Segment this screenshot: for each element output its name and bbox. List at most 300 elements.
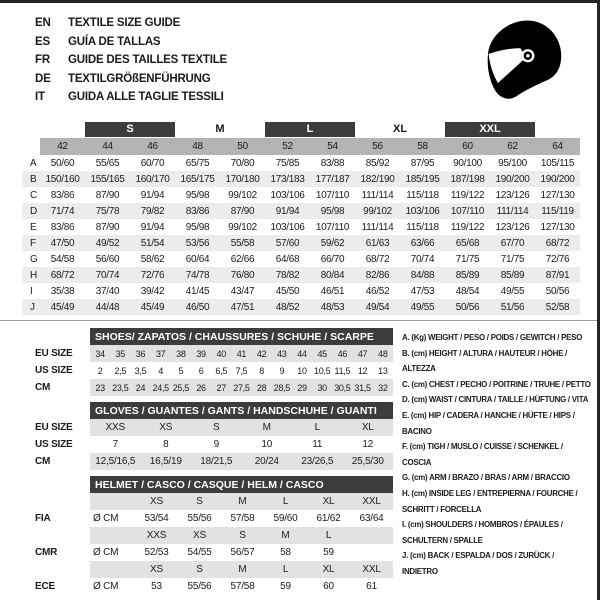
table-cell: 47: [352, 345, 372, 362]
unit-label: Ø CM: [93, 547, 119, 558]
size-group-label: L: [265, 122, 355, 137]
table-row: [22, 419, 393, 436]
table-row: [22, 345, 393, 362]
measure-key: C: [30, 189, 37, 201]
table-cell: 59: [323, 547, 334, 558]
table-cell: 36: [130, 345, 150, 362]
table-cell: 51/54: [130, 235, 175, 251]
table-cell: 27: [211, 379, 231, 396]
table-cell: 160/170: [130, 171, 175, 187]
table-cell: 12,5/16,5: [90, 453, 141, 470]
table-cell: 59/62: [310, 235, 355, 251]
table-cell: 185/195: [400, 171, 445, 187]
table-cell: 27,5: [231, 379, 251, 396]
row-label: CM: [35, 382, 51, 393]
table-cell: 111/114: [361, 221, 394, 233]
size-label-cell: XS: [135, 561, 178, 578]
textile-size-table: [0, 121, 597, 315]
measure-key: E: [30, 221, 37, 233]
table-header-row: [22, 402, 393, 419]
table-cell: 103/106: [270, 221, 305, 233]
shoes-table: [22, 328, 393, 396]
table-cell: 60/70: [140, 157, 165, 169]
table-cell: 48/53: [310, 299, 355, 315]
table-cell: 9: [213, 439, 219, 450]
language-list: [35, 14, 227, 107]
table-cell: 46/50: [175, 299, 220, 315]
table-cell: 84/88: [400, 267, 445, 283]
size-label-cell: S: [221, 527, 264, 544]
size-number-row: [22, 138, 580, 155]
table-row: [22, 251, 580, 267]
table-cell: 87/95: [410, 157, 435, 169]
table-cell: 91/94: [140, 221, 165, 233]
size-group-row: [22, 121, 580, 138]
table-cell: 53: [151, 581, 162, 592]
table-cell: 35/38: [50, 285, 75, 297]
table-cell: 13: [378, 365, 388, 376]
table-cell: 187/198: [445, 171, 490, 187]
table-cell: 49/55: [500, 285, 525, 297]
size-group-label: S: [85, 122, 175, 137]
table-cell: 10: [261, 439, 273, 450]
table-cell: 71/75: [500, 253, 525, 265]
size-label-cell: XS: [178, 527, 221, 544]
shoes-title: SHOES/ ZAPATOS / CHAUSSURES / SCHUHE / SCARPE: [90, 328, 393, 345]
table-cell: 18/21,5: [191, 453, 242, 470]
table-cell: 127/130: [540, 221, 575, 233]
table-cell: 4: [158, 365, 164, 376]
size-number-cell: 46: [130, 138, 175, 155]
table-cell: 76/80: [220, 267, 265, 283]
table-row: [22, 436, 393, 453]
table-cell: 47/53: [410, 285, 435, 297]
unit-label: Ø CM: [93, 513, 119, 524]
table-row: [22, 171, 580, 187]
table-cell: 46: [332, 345, 352, 362]
table-cell: 61: [366, 581, 377, 592]
table-row: [22, 283, 580, 299]
language-code: DE: [35, 72, 51, 85]
helmet-sizes-row: [22, 561, 393, 578]
table-cell: 95/100: [498, 157, 527, 169]
guide-title: GUÍA DE TALLAS: [68, 35, 161, 48]
guide-title: TEXTILE SIZE GUIDE: [68, 17, 181, 29]
size-label-cell: M: [264, 527, 307, 544]
table-cell: 49/52: [85, 235, 130, 251]
table-cell: 99/102: [228, 189, 257, 201]
table-cell: 83/86: [50, 189, 75, 201]
table-row: [22, 544, 393, 561]
table-cell: 49/54: [355, 299, 400, 315]
size-number-cell: 56: [355, 138, 400, 155]
measure-key: H: [22, 267, 40, 283]
lower-section: [0, 321, 597, 595]
table-cell: 83/88: [320, 157, 345, 169]
language-code: FR: [35, 54, 50, 66]
table-cell: 68/72: [365, 253, 390, 265]
size-label-cell: S: [178, 493, 221, 510]
table-cell: 10: [297, 365, 307, 376]
table-cell: 39: [191, 345, 211, 362]
guide-title: GUIDA ALLE TAGLIE TESSILI: [68, 91, 224, 103]
table-cell: 99/102: [228, 221, 257, 233]
table-cell: 51/56: [490, 299, 535, 315]
table-row: [22, 362, 393, 379]
table-cell: 61/63: [355, 235, 400, 251]
table-cell: 12: [357, 365, 368, 376]
page-header: [0, 3, 597, 108]
size-number-cell: 44: [85, 138, 130, 155]
legend-item: D. (cm) WAIST / CINTURA / TAILLE / HÜFTUNG / VITA: [402, 395, 589, 405]
table-cell: 68/72: [40, 267, 85, 283]
table-cell: 119/122: [450, 221, 485, 233]
table-cell: 32: [373, 379, 393, 396]
table-cell: 83/86: [175, 203, 220, 219]
table-cell: 45/50: [275, 285, 300, 297]
table-cell: 72/76: [130, 267, 175, 283]
table-cell: S: [191, 419, 242, 436]
standard-label: ECE: [35, 581, 55, 592]
table-cell: 12: [362, 439, 374, 450]
table-cell: 71/75: [455, 253, 480, 265]
legend-item: E. (cm) HIP / CADERA / HANCHE / HÜFTE / HIPS / BACINO: [402, 410, 575, 436]
table-cell: 23,5: [110, 379, 130, 396]
legend-item: B. (cm) HEIGHT / ALTURA / HAUTEUR / HÖHE / ALTEZZA: [402, 348, 567, 374]
table-cell: 78/82: [265, 267, 310, 283]
table-cell: L: [292, 419, 343, 436]
table-cell: 50/60: [50, 157, 75, 169]
table-cell: 99/102: [355, 203, 400, 219]
table-cell: 8: [163, 439, 169, 450]
table-row: [22, 510, 393, 527]
gloves-table: [22, 402, 393, 470]
table-cell: XXS: [90, 419, 141, 436]
table-cell: 103/106: [270, 189, 305, 201]
table-cell: 2,5: [114, 365, 127, 376]
standard-label: CMR: [35, 547, 58, 558]
guide-title: TEXTILGRÖßENFÜHRUNG: [68, 72, 211, 85]
size-label-cell: XS: [135, 493, 178, 510]
textile-table: [22, 121, 580, 315]
table-cell: 85/89: [490, 267, 535, 283]
table-cell: 87/91: [535, 267, 580, 283]
table-cell: 177/187: [310, 171, 355, 187]
table-cell: 55/65: [95, 157, 120, 169]
table-cell: 74/78: [175, 267, 220, 283]
table-cell: 48: [373, 345, 393, 362]
table-cell: 10,5: [314, 365, 331, 376]
table-cell: 53/56: [175, 235, 220, 251]
size-number-cell: 60: [445, 138, 490, 155]
table-cell: 38: [171, 345, 191, 362]
table-cell: 85/92: [365, 157, 390, 169]
table-cell: 111/114: [361, 189, 394, 201]
size-label-cell: L: [264, 493, 307, 510]
row-label: CM: [35, 456, 51, 467]
gloves-size-table: [0, 402, 394, 470]
legend-item: J. (cm) BACK / ESPALDA / DOS / ZURÜCK / INDIETRO: [402, 551, 555, 576]
table-cell: 57/60: [265, 235, 310, 251]
table-cell: 35: [110, 345, 130, 362]
table-cell: 70/74: [85, 267, 130, 283]
legend-item: G. (cm) ARM / BRAZO / BRAS / ARM / BRACCIO: [402, 473, 570, 483]
table-cell: 47/50: [40, 235, 85, 251]
legend-item: C. (cm) CHEST / PECHO / POITRINE / TRUHE / PETTO: [402, 379, 591, 389]
table-row: [22, 155, 580, 171]
table-cell: 54/55: [187, 547, 212, 558]
table-cell: 182/190: [355, 171, 400, 187]
table-cell: 24,5: [151, 379, 171, 396]
table-cell: 57/58: [230, 581, 255, 592]
size-number-cell: 58: [400, 138, 445, 155]
table-row: [22, 578, 393, 595]
measure-key: J: [22, 299, 40, 315]
table-cell: 95/98: [310, 203, 355, 219]
helmet-sizes-row: [22, 527, 393, 544]
table-cell: 24: [130, 379, 150, 396]
table-cell: 68/72: [535, 235, 580, 251]
table-cell: 55/58: [220, 235, 265, 251]
table-cell: 62/66: [230, 253, 255, 265]
size-label-cell: L: [264, 561, 307, 578]
table-cell: 60: [323, 581, 334, 592]
table-header-row: [22, 328, 393, 345]
table-cell: 46/52: [365, 285, 390, 297]
table-cell: 70/74: [410, 253, 435, 265]
table-cell: 37: [151, 345, 171, 362]
size-label-cell: S: [178, 561, 221, 578]
table-cell: 95/98: [185, 189, 210, 201]
language-code: IT: [35, 91, 45, 103]
table-cell: 87/90: [220, 203, 265, 219]
helmet-table: [22, 476, 393, 595]
table-cell: 115/118: [406, 189, 439, 201]
size-number-cell: 62: [490, 138, 535, 155]
table-cell: 72/76: [545, 253, 570, 265]
table-cell: 41: [231, 345, 251, 362]
table-cell: 60/64: [185, 253, 210, 265]
table-cell: 3,5: [134, 365, 147, 376]
table-cell: 42: [252, 345, 272, 362]
table-cell: 7: [112, 439, 118, 450]
size-number-cell: 48: [175, 138, 220, 155]
size-group-label: XXL: [445, 122, 535, 137]
table-cell: 90/100: [453, 157, 482, 169]
table-cell: 44: [292, 345, 312, 362]
guide-title: GUIDE DES TAILLES TEXTILE: [68, 54, 227, 66]
table-cell: 123/126: [495, 189, 530, 201]
row-label: US SIZE: [35, 365, 73, 376]
row-label: US SIZE: [35, 439, 73, 450]
table-cell: 23/26,5: [292, 453, 343, 470]
measure-key: B: [22, 171, 40, 187]
table-cell: 150/160: [40, 171, 85, 187]
language-row: [35, 14, 227, 33]
table-cell: 48/54: [455, 285, 480, 297]
table-cell: 30: [312, 379, 332, 396]
table-row: [22, 187, 580, 203]
table-cell: 28,5: [272, 379, 292, 396]
table-cell: 45/49: [130, 299, 175, 315]
table-row: [22, 203, 580, 219]
table-cell: 49/55: [400, 299, 445, 315]
legend-item: F. (cm) TIGH / MUSLO / CUISSE / SCHENKEL / COSCIA: [402, 442, 563, 467]
table-cell: 91/94: [140, 189, 165, 201]
size-number-cell: 50: [220, 138, 265, 155]
unit-label: Ø CM: [93, 581, 119, 592]
table-cell: 56/60: [95, 253, 120, 265]
row-label: EU SIZE: [35, 348, 73, 359]
size-number-cell: 64: [535, 138, 580, 155]
measurement-legend: [394, 328, 597, 595]
table-cell: 91/94: [265, 203, 310, 219]
standard-label: FIA: [35, 513, 51, 524]
table-cell: 67/70: [490, 235, 535, 251]
language-code: EN: [35, 17, 51, 29]
table-cell: 31,5: [352, 379, 372, 396]
table-cell: 65/68: [445, 235, 490, 251]
size-label-cell: [350, 527, 393, 544]
language-code: ES: [35, 35, 50, 48]
table-cell: XL: [343, 419, 394, 436]
table-cell: 44/48: [85, 299, 130, 315]
size-group-cell: [355, 121, 445, 138]
table-cell: XS: [141, 419, 192, 436]
table-row: [22, 267, 580, 283]
size-label-cell: XXL: [350, 561, 393, 578]
measure-key: G: [30, 253, 38, 265]
table-cell: 173/183: [265, 171, 310, 187]
table-cell: 111/114: [490, 203, 535, 219]
table-cell: 58: [280, 547, 291, 558]
table-cell: 47/51: [220, 299, 265, 315]
table-cell: 20/24: [242, 453, 293, 470]
table-cell: 26: [191, 379, 211, 396]
table-cell: 190/200: [535, 171, 580, 187]
table-cell: 87/90: [95, 221, 120, 233]
table-cell: 43: [272, 345, 292, 362]
table-cell: 85/89: [445, 267, 490, 283]
language-row: [35, 51, 227, 70]
table-row: [22, 379, 393, 396]
size-group-cell: [175, 121, 265, 138]
size-group-label: M: [215, 123, 225, 135]
table-cell: 119/122: [450, 189, 485, 201]
legend-item: A. (Kg) WEIGHT / PESO / POIDS / GEWITCH / PESO: [402, 333, 583, 342]
size-group-cell: [85, 121, 175, 138]
table-cell: 115/118: [406, 221, 439, 233]
table-cell: 8: [259, 365, 264, 376]
table-cell: 58/62: [140, 253, 165, 265]
table-cell: 55/56: [187, 513, 212, 524]
table-cell: 46/51: [320, 285, 345, 297]
table-cell: 30,5: [332, 379, 352, 396]
table-cell: 82/86: [355, 267, 400, 283]
table-cell: 70/80: [230, 157, 255, 169]
table-cell: 79/82: [130, 203, 175, 219]
table-cell: 95/98: [185, 221, 210, 233]
table-cell: 52/58: [535, 299, 580, 315]
language-row: [35, 33, 227, 52]
size-label-cell: XL: [307, 561, 350, 578]
table-cell: 9: [279, 365, 285, 376]
table-cell: 59/60: [273, 513, 298, 524]
legend-item: I. (cm) SHOULDERS / HOMBROS / ÉPAULES / SCHULTERN / SPALLE: [402, 520, 563, 545]
table-cell: 28: [252, 379, 272, 396]
table-cell: 127/130: [540, 189, 575, 201]
table-cell: 107/110: [315, 221, 350, 233]
table-cell: 25,5/30: [343, 453, 394, 470]
racing-helmet-icon: [479, 14, 567, 108]
table-cell: 71/74: [40, 203, 85, 219]
table-cell: 45/49: [40, 299, 85, 315]
size-label-cell: XXL: [350, 493, 393, 510]
size-number-cell: 54: [310, 138, 355, 155]
size-label-cell: M: [221, 561, 264, 578]
measure-key: F: [22, 235, 40, 251]
table-cell: 16,5/19: [141, 453, 192, 470]
table-cell: 65/75: [185, 157, 210, 169]
table-cell: 107/110: [445, 203, 490, 219]
size-label-cell: XL: [307, 493, 350, 510]
table-cell: 103/106: [400, 203, 445, 219]
row-label: EU SIZE: [35, 422, 73, 433]
table-cell: 34: [90, 345, 110, 362]
table-cell: 23: [90, 379, 110, 396]
table-cell: 43/47: [230, 285, 255, 297]
table-cell: 83/86: [50, 221, 75, 233]
table-row: [22, 299, 580, 315]
table-cell: 53/54: [144, 513, 169, 524]
helmet-size-table: [0, 476, 394, 595]
table-cell: 54/58: [50, 253, 75, 265]
table-cell: 155/165: [85, 171, 130, 187]
table-cell: 170/180: [220, 171, 265, 187]
language-row: [35, 70, 227, 89]
measure-key: D: [22, 203, 40, 219]
table-cell: 56/57: [230, 547, 255, 558]
table-cell: 25,5: [171, 379, 191, 396]
table-cell: 165/175: [175, 171, 220, 187]
table-cell: 29: [292, 379, 312, 396]
table-cell: 59: [280, 581, 291, 592]
table-row: [22, 235, 580, 251]
helmet-sizes-row: [22, 493, 393, 510]
size-group-label: XL: [393, 123, 408, 135]
table-cell: 123/126: [495, 221, 530, 233]
table-cell: 11,5: [334, 365, 351, 376]
table-cell: 50/56: [445, 299, 490, 315]
table-cell: 115/119: [535, 203, 580, 219]
language-row: [35, 88, 227, 107]
table-cell: 40: [211, 345, 231, 362]
table-cell: 11: [312, 439, 323, 450]
shoes-size-table: [0, 328, 394, 396]
table-cell: 66/70: [320, 253, 345, 265]
helmet-title: HELMET / CASCO / CASQUE / HELM / CASCO: [90, 476, 393, 493]
size-number-cell: 42: [40, 138, 85, 155]
table-cell: 63/64: [359, 513, 384, 524]
table-cell: M: [242, 419, 293, 436]
table-cell: [350, 544, 393, 561]
table-cell: 48/52: [265, 299, 310, 315]
table-cell: 55/56: [187, 581, 212, 592]
table-cell: 45: [312, 345, 332, 362]
table-row: [22, 219, 580, 235]
measure-key: A: [30, 157, 37, 169]
table-cell: 63/66: [400, 235, 445, 251]
